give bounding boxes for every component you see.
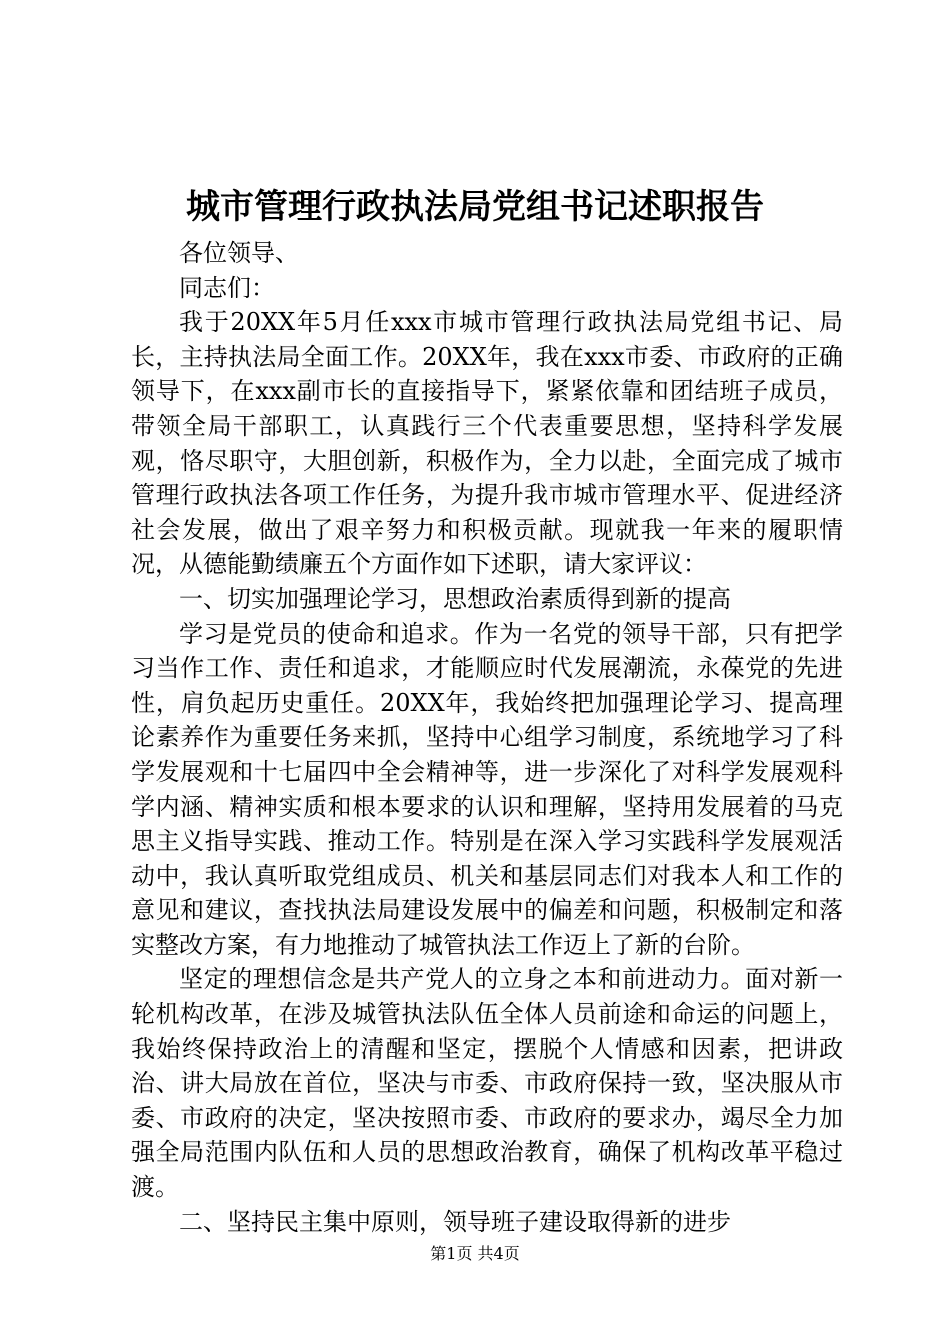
salutation-line-1: 各位领导、	[179, 239, 299, 267]
salutation-line-2: 同志们：	[179, 273, 275, 302]
body-paragraph: 坚定的理想信念是共产党人的立身之本和前进动力。面对新一轮机构改革，在涉及城管执法队伍全体人员前途和命运的问题上，我始终保持政治上的清醒和坚定，摆脱个人情感和因素，把讲政治、讲大局放在首位，坚决与市委、市政府保持一致，坚决服从市委、市政府的决定，坚决按照市委、市政府的要求办，竭尽全力加强全局范围内队伍和人员的思想政治教育，确保了机构改革平稳过渡。	[131, 965, 843, 1202]
section-heading-2: 二、坚持民主集中原则，领导班子建设取得新的进步	[179, 1207, 731, 1236]
body-paragraph: 学习是党员的使命和追求。作为一名党的领导干部，只有把学习当作工作、责任和追求，才能顺应时代发展潮流，永葆党的先进性，肩负起历史重任。20XX年，我始终把加强理论学习、提高理论素养作为重要任务来抓，坚持中心组学习制度，系统地学习了科学发展观和十七届四中全会精神等，进一步深化了对科学发展观科学内涵、精神实质和根本要求的认识和理解，坚持用发展着的马克思主义指导实践、推动工作。特别是在深入学习实践科学发展观活动中，我认真听取党组成员、机关和基层同志们对我本人和工作的意见和建议，查找执法局建设发展中的偏差和问题，积极制定和落实整改方案，有力地推动了城管执法工作迈上了新的台阶。	[131, 619, 843, 959]
page-footer: 第1页 共4页	[430, 1244, 520, 1263]
section-heading-1: 一、切实加强理论学习，思想政治素质得到新的提高	[179, 584, 731, 613]
intro-paragraph: 我于20XX年5月任xxx市城市管理行政执法局党组书记、局长，主持执法局全面工作。20XX年，我在xxx市委、市政府的正确领导下，在xxx副市长的直接指导下，紧紧依靠和团结班子成员，带领全局干部职工，认真践行三个代表重要思想，坚持科学发展观，恪尽职守，大胆创新，积极作为，全力以赴，全面完成了城市管理行政执法各项工作任务，为提升我市城市管理水平、促进经济社会发展，做出了艰辛努力和积极贡献。现就我一年来的履职情况，从德能勤绩廉五个方面作如下述职，请大家评议：	[131, 308, 843, 579]
document-body	[131, 236, 843, 1239]
document-title: 城市管理行政执法局党组书记述职报告	[186, 187, 764, 227]
